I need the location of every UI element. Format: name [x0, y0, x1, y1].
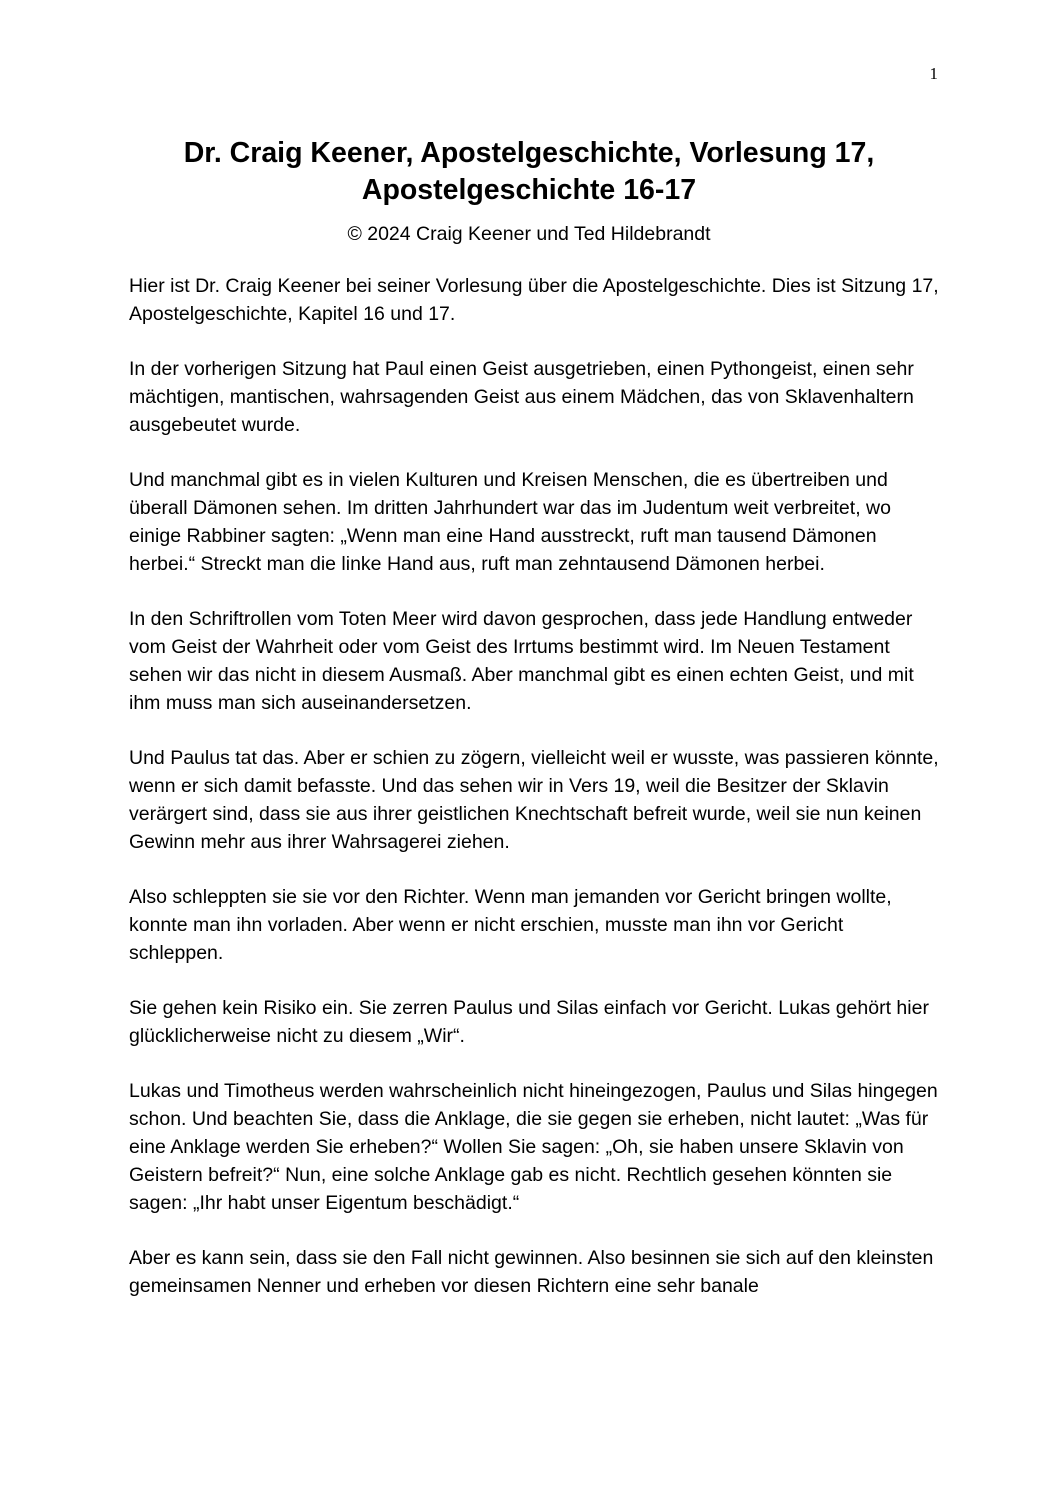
copyright-line: © 2024 Craig Keener und Ted Hildebrandt: [347, 223, 711, 245]
paragraph: Lukas und Timotheus werden wahrscheinlich nicht hineingezogen, Paulus und Silas hingegen schon. Und beachten Sie, dass die Anklage, die sie gegen sie erheben, nicht lautet: „Was für eine Anklage werden Sie erheben?“ Wollen Sie sagen: „Oh, sie haben unsere Sklavin von Geistern befreit?“ Nun, eine solche Anklage gab es nicht. Rechtlich gesehen könnten sie sagen: „Ihr habt unser Eigentum beschädigt.“: [129, 1080, 938, 1214]
title-line-2: Apostelgeschichte 16-17: [361, 174, 697, 206]
document-body: [129, 272, 941, 1327]
paragraph: In den Schriftrollen vom Toten Meer wird davon gesprochen, dass jede Handlung entweder vom Geist der Wahrheit oder vom Geist des Irrtums bestimmt wird. Im Neuen Testament sehen wir das nicht in diesem Ausmaß. Aber manchmal gibt es einen echten Geist, und mit ihm muss man sich auseinandersetzen.: [129, 608, 914, 714]
paragraph: In der vorherigen Sitzung hat Paul einen Geist ausgetrieben, einen Pythongeist, einen sehr mächtigen, mantischen, wahrsagenden Geist aus einem Mädchen, das von Sklavenhaltern ausgebeutet wurde.: [129, 358, 914, 436]
paragraph: Und Paulus tat das. Aber er schien zu zögern, vielleicht weil er wusste, was passieren könnte, wenn er sich damit befasste. Und das sehen wir in Vers 19, weil die Besitzer der Sklavin verärgert sind, dass sie aus ihrer geistlichen Knechtschaft befreit wurde, weil sie nun keinen Gewinn mehr aus ihrer Wahrsagerei ziehen.: [129, 747, 939, 853]
paragraph: Und manchmal gibt es in vielen Kulturen und Kreisen Menschen, die es übertreiben und überall Dämonen sehen. Im dritten Jahrhundert war das im Judentum weit verbreitet, wo einige Rabbiner sagten: „Wenn man eine Hand ausstreckt, ruft man tausend Dämonen herbei.“ Streckt man die linke Hand aus, ruft man zehntausend Dämonen herbei.: [129, 469, 891, 575]
page-number: 1: [929, 64, 938, 83]
paragraph: Aber es kann sein, dass sie den Fall nicht gewinnen. Also besinnen sie sich auf den kleinsten gemeinsamen Nenner und erheben vor diesen Richtern eine sehr banale: [129, 1247, 934, 1297]
document-title: [100, 135, 958, 209]
paragraph: Sie gehen kein Risiko ein. Sie zerren Paulus und Silas einfach vor Gericht. Lukas gehört hier glücklicherweise nicht zu diesem „Wir“.: [129, 997, 929, 1047]
title-line-1: Dr. Craig Keener, Apostelgeschichte, Vorlesung 17,: [183, 137, 875, 169]
paragraph: Hier ist Dr. Craig Keener bei seiner Vorlesung über die Apostelgeschichte. Dies ist Sitzung 17, Apostelgeschichte, Kapitel 16 und 17.: [129, 275, 939, 325]
paragraph: Also schleppten sie sie vor den Richter. Wenn man jemanden vor Gericht bringen wollte, konnte man ihn vorladen. Aber wenn er nicht erschien, musste man ihn vor Gericht schleppen.: [129, 886, 892, 964]
